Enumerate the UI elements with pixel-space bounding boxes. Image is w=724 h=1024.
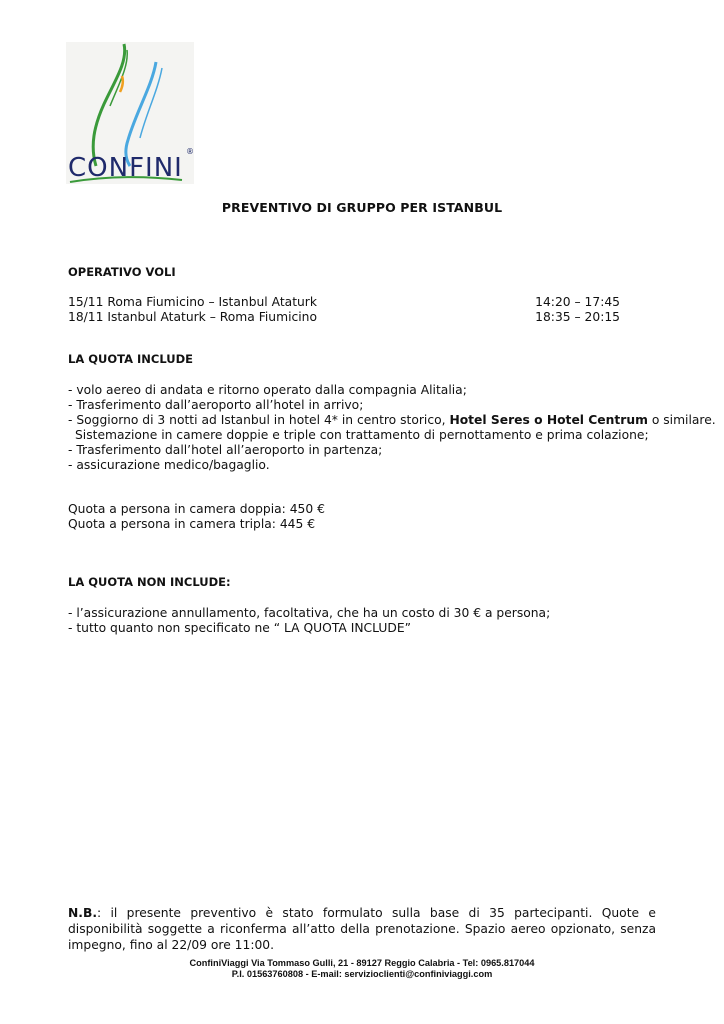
logo-registered-mark: ®: [186, 147, 194, 156]
document-title: PREVENTIVO DI GRUPPO PER ISTANBUL: [221, 200, 503, 215]
flight-row: [68, 295, 620, 309]
note-label: N.B.: [68, 906, 98, 920]
flights-heading: OPERATIVO VOLI: [68, 265, 176, 279]
note-paragraph: [68, 905, 656, 953]
include-item: [68, 413, 716, 428]
logo-graphic: [66, 42, 194, 184]
price-triple: Quota a persona in camera tripla: 445 €: [68, 517, 316, 531]
include-item-text: o similare.: [647, 413, 716, 427]
include-item-continuation: Sistemazione in camere doppie e triple con trattamento di pernottamento e prima colazione;: [75, 428, 649, 442]
note-text: : il presente preventivo è stato formulato sulla base di 35 partecipanti. Quote e disponibilità soggette a riconferma all’atto della prenotazione. Spazio aereo opzionato, senza impegno, fino al 22/09 ore 11:00.: [68, 906, 656, 952]
include-item: - Trasferimento dall’aeroporto all’hotel in arrivo;: [68, 398, 364, 412]
include-item-text: - Soggiorno di 3 notti ad Istanbul in hotel 4* in centro storico,: [68, 413, 450, 427]
flight-row: [68, 310, 620, 324]
footer-address: ConfiniViaggi Via Tommaso Gulli, 21 - 89127 Reggio Calabria - Tel: 0965.817044: [189, 958, 535, 968]
flight-time: 18:35 – 20:15: [535, 310, 620, 324]
hotel-names: Hotel Seres o Hotel Centrum: [449, 413, 648, 427]
flight-route: 15/11 Roma Fiumicino – Istanbul Ataturk: [68, 295, 317, 309]
exclude-item: - l’assicurazione annullamento, facoltativa, che ha un costo di 30 € a persona;: [68, 606, 551, 620]
footer-contacts: P.I. 01563760808 - E-mail: servizioclienti@confiniviaggi.com: [231, 969, 493, 979]
exclude-item: - tutto quanto non specificato ne “ LA QUOTA INCLUDE”: [68, 621, 411, 635]
include-item: - Trasferimento dall’hotel all’aeroporto in partenza;: [68, 443, 383, 457]
includes-heading: LA QUOTA INCLUDE: [68, 352, 193, 366]
excludes-heading: LA QUOTA NON INCLUDE:: [68, 575, 231, 589]
flight-route: 18/11 Istanbul Ataturk – Roma Fiumicino: [68, 310, 317, 324]
include-item: - volo aereo di andata e ritorno operato dalla compagnia Alitalia;: [68, 383, 467, 397]
logo-wordmark: CONFINI: [68, 153, 183, 183]
company-logo: [66, 42, 194, 184]
include-item: - assicurazione medico/bagaglio.: [68, 458, 270, 472]
flight-time: 14:20 – 17:45: [535, 295, 620, 309]
price-double: Quota a persona in camera doppia: 450 €: [68, 502, 325, 516]
footer: [0, 958, 724, 980]
